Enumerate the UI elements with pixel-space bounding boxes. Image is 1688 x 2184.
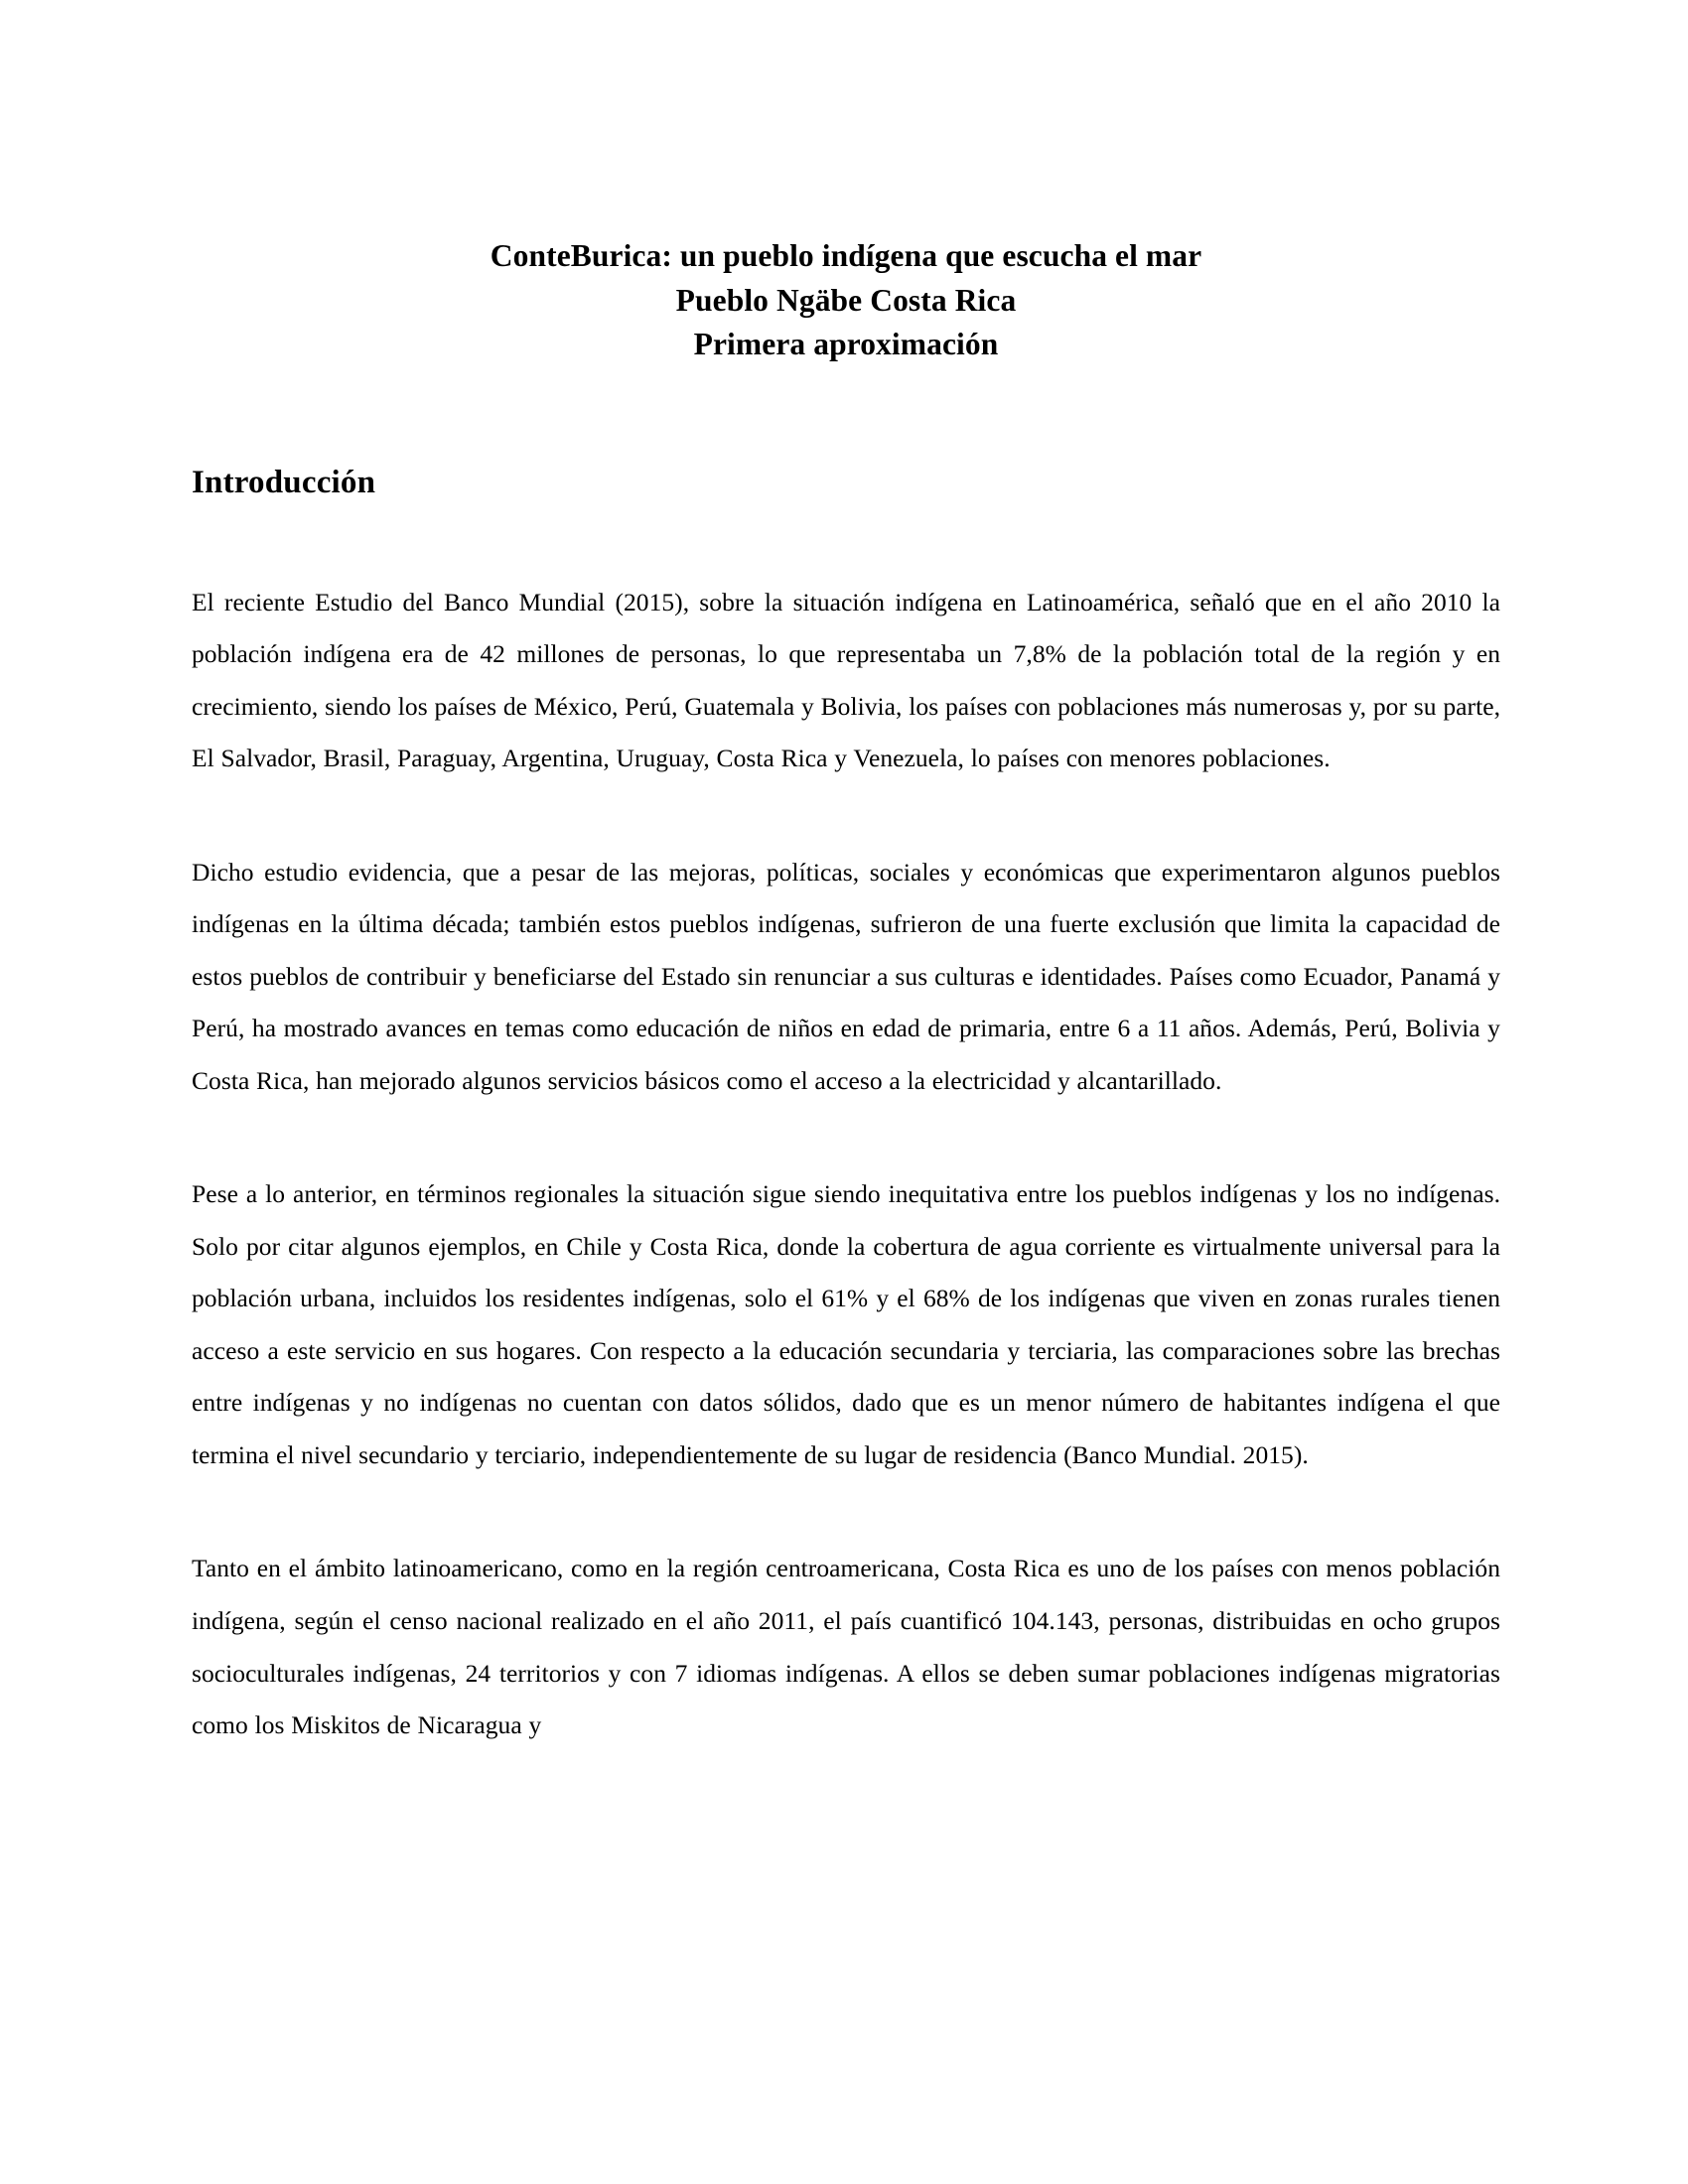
section-heading-introduccion: Introducción: [192, 465, 376, 501]
title-line-1: ConteBurica: un pueblo indígena que escucha el mar: [490, 238, 1202, 273]
page-content: [192, 0, 1500, 1777]
body-paragraph-3: Pese a lo anterior, en términos regionales la situación sigue siendo inequitativa entre los pueblos indígenas y los no indígenas. Solo por citar algunos ejemplos, en Chile y Costa Rica, donde la cobertura de agua corriente es virtualmente universal para la población urbana, incluidos los residentes indígenas, solo el 61% y el 68% de los indígenas que viven en zonas rurales tienen acceso a este servicio en sus hogares. Con respecto a la educación secundaria y terciaria, las comparaciones sobre las brechas entre indígenas y no indígenas no cuentan con datos sólidos, dado que es un menor número de habitantes indígena el que termina el nivel secundario y terciario, independientemente de su lugar de residencia (Banco Mundial. 2015).: [192, 1179, 1500, 1469]
body-paragraph-1: El reciente Estudio del Banco Mundial (2015), sobre la situación indígena en Latinoamérica, señaló que en el año 2010 la población indígena era de 42 millones de personas, lo que representaba un 7,8% de la población total de la región y en crecimiento, siendo los países de México, Perú, Guatemala y Bolivia, los países con poblaciones más numerosas y, por su parte, El Salvador, Brasil, Paraguay, Argentina, Uruguay, Costa Rica y Venezuela, lo países con menores poblaciones.: [192, 587, 1500, 773]
title-line-3: Primera aproximación: [693, 327, 999, 362]
title-line-2: Pueblo Ngäbe Costa Rica: [675, 282, 1017, 318]
body-paragraph-2: Dicho estudio evidencia, que a pesar de las mejoras, políticas, sociales y económicas que experimentaron algunos pueblos indígenas en la última década; también estos pueblos indígenas, sufrieron de una fuerte exclusión que limita la capacidad de estos pueblos de contribuir y beneficiarse del Estado sin renunciar a sus culturas e identidades. Países como Ecuador, Panamá y Perú, ha mostrado avances en temas como educación de niños en edad de primaria, entre 6 a 11 años. Además, Perú, Bolivia y Costa Rica, han mejorado algunos servicios básicos como el acceso a la electricidad y alcantarillado.: [192, 857, 1500, 1095]
body-paragraph-4: Tanto en el ámbito latinoamericano, como en la región centroamericana, Costa Rica es uno de los países con menos población indígena, según el censo nacional realizado en el año 2011, el país cuantificó 104.143, personas, distribuidas en ocho grupos socioculturales indígenas, 24 territorios y con 7 idiomas indígenas. A ellos se deben sumar poblaciones indígenas migratorias como los Miskitos de Nicaragua y: [192, 1554, 1500, 1740]
document-title: [192, 234, 1500, 367]
